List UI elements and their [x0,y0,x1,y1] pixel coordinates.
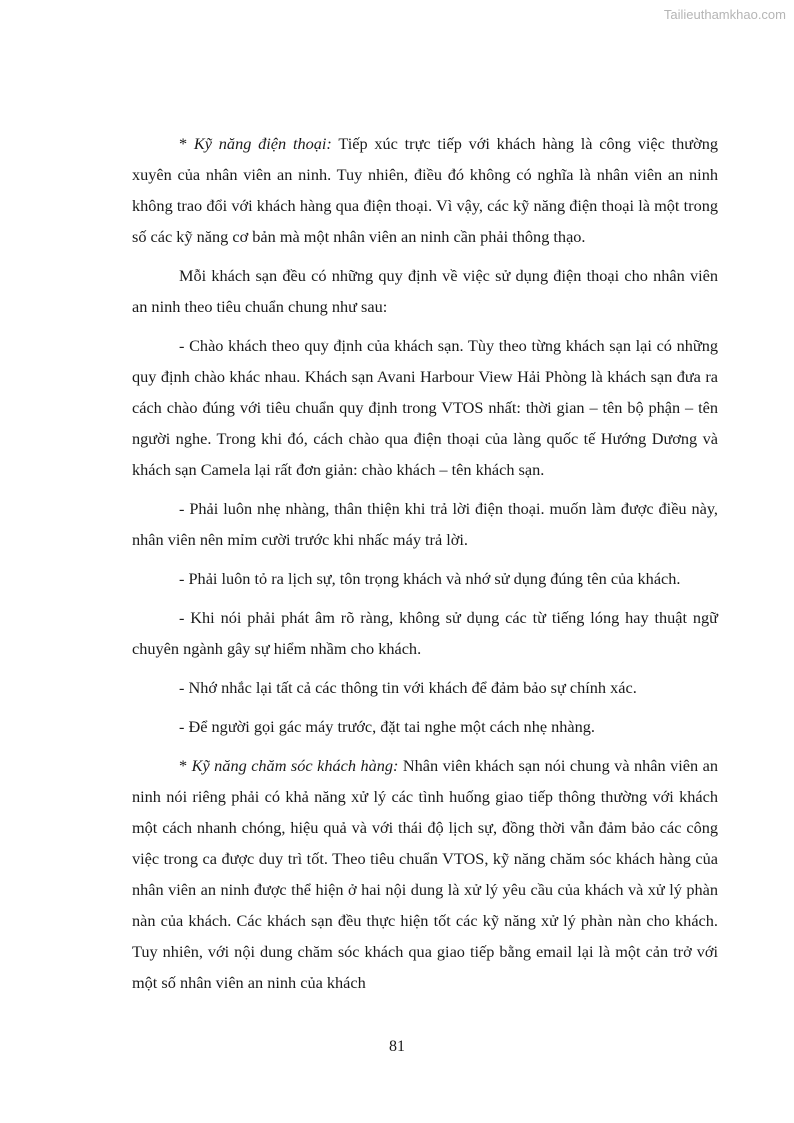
paragraph-text: Tiếp xúc trực tiếp với khách hàng là công việc thường xuyên của nhân viên an ninh. Tuy nhiên, điều đó không có nghĩa là nhân viên an ninh không trao đổi với khách hàng qua điện thoại. Vì vậy, các kỹ năng điện thoại là một trong số các kỹ năng cơ bản mà một nhân viên an ninh cần phải thông thạo. [132,134,718,246]
paragraph-text: Mỗi khách sạn đều có những quy định về việc sử dụng điện thoại cho nhân viên an ninh theo tiêu chuẩn chung như sau: [132,266,718,316]
paragraph-hang-up-rule [132,711,718,742]
paragraph-text: - Khi nói phải phát âm rõ ràng, không sử dụng các từ tiếng lóng hay thuật ngữ chuyên ngành gây sự hiểm nhầm cho khách. [132,608,718,658]
paragraph-repeat-info-rule [132,672,718,703]
paragraph-gentle-rule [132,493,718,555]
paragraph-customer-care [132,750,718,998]
document-body [132,128,718,1006]
paragraph-text: Nhân viên khách sạn nói chung và nhân viên an ninh nói riêng phải có khả năng xử lý các tình huống giao tiếp thông thường với khách một cách nhanh chóng, hiệu quả và với thái độ lịch sự, đồng thời vẫn đảm bảo các công việc trong ca được duy trì tốt. Theo tiêu chuẩn VTOS, kỹ năng chăm sóc khách hàng của nhân viên an ninh được thể hiện ở hai nội dung là xử lý yêu cầu của khách và xử lý phàn nàn của khách. Các khách sạn đều thực hiện tốt các kỹ năng xử lý phàn nàn cho khách. Tuy nhiên, với nội dung chăm sóc khách qua giao tiếp bằng email lại là một cản trở với một số nhân viên an ninh của khách [132,756,718,992]
paragraph-text: - Chào khách theo quy định của khách sạn. Tùy theo từng khách sạn lại có những quy định chào khác nhau. Khách sạn Avani Harbour View Hải Phòng là khách sạn đưa ra cách chào đúng với tiêu chuẩn quy định trong VTOS nhất: thời gian – tên bộ phận – tên người nghe. Trong khi đó, cách chào qua điện thoại của làng quốc tế Hướng Dương và khách sạn Camela lại rất đơn giản: chào khách – tên khách sạn. [132,336,718,479]
paragraph-text: - Để người gọi gác máy trước, đặt tai nghe một cách nhẹ nhàng. [179,717,595,736]
page-number: 81 [389,1038,405,1055]
paragraph-clear-speech-rule [132,602,718,664]
paragraph-phone-skills [132,128,718,252]
paragraph-lead: * [179,756,192,775]
paragraph-lead: * [179,134,194,153]
paragraph-text: - Phải luôn tỏ ra lịch sự, tôn trọng khách và nhớ sử dụng đúng tên của khách. [179,569,681,588]
paragraph-phone-rules-intro [132,260,718,322]
watermark-text: Tailieuthamkhao.com [663,7,786,22]
paragraph-text: - Nhớ nhắc lại tất cả các thông tin với khách để đảm bảo sự chính xác. [179,678,637,697]
paragraph-heading: Kỹ năng chăm sóc khách hàng: [191,756,399,775]
paragraph-text: - Phải luôn nhẹ nhàng, thân thiện khi trả lời điện thoại. muốn làm được điều này, nhân viên nên mỉm cười trước khi nhấc máy trả lời. [132,499,718,549]
paragraph-polite-rule [132,563,718,594]
paragraph-heading: Kỹ năng điện thoại: [193,134,332,153]
paragraph-greeting-rule [132,330,718,485]
